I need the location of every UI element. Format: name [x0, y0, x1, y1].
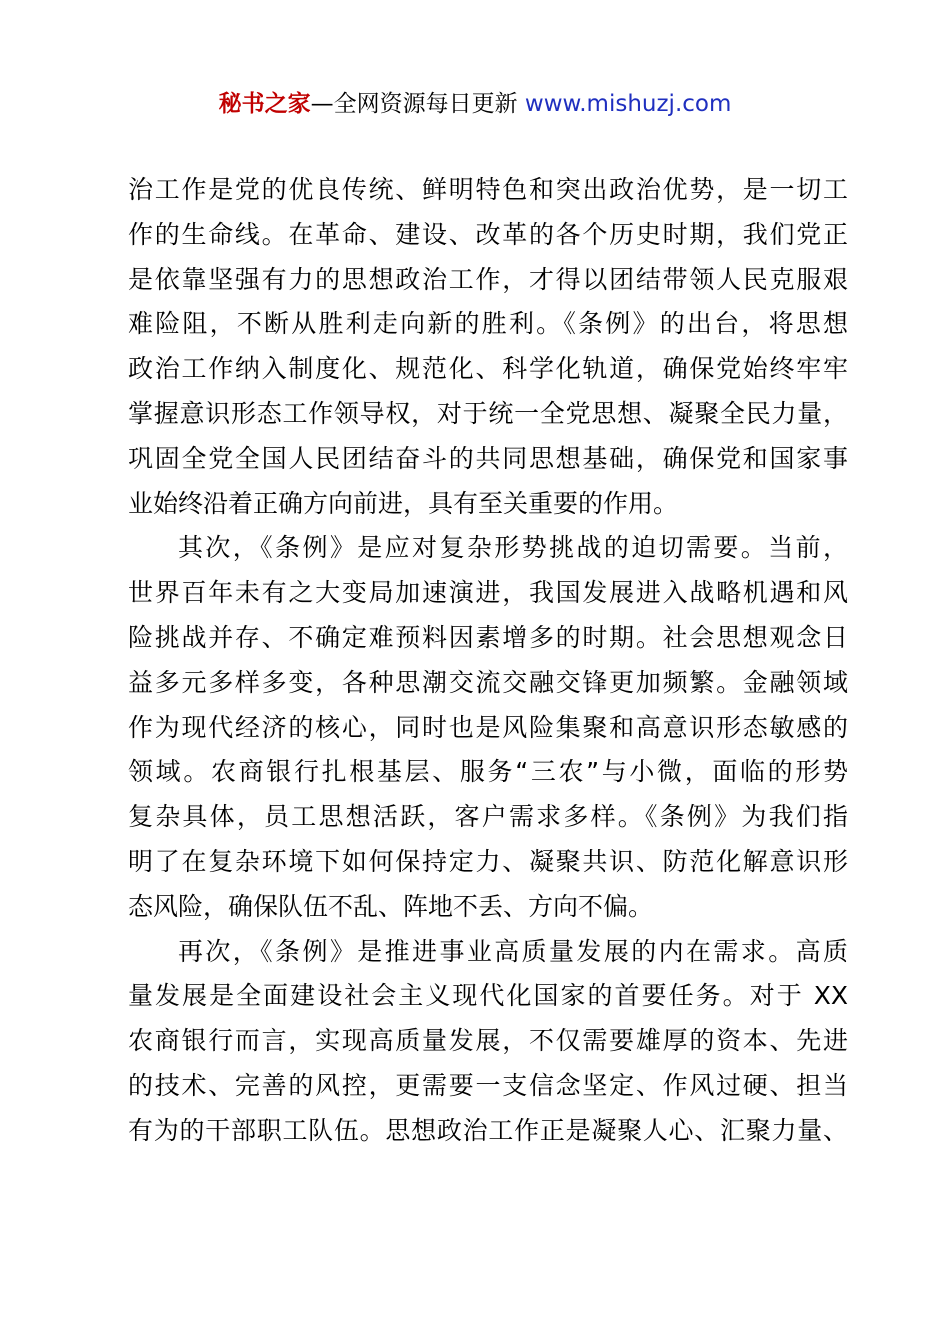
- text-line: 的技术、完善的风控，更需要一支信念坚定、作风过硬、担当: [128, 1070, 848, 1100]
- text-line: 世界百年未有之大变局加速演进，我国发展进入战略机遇和风: [128, 578, 848, 608]
- text-line: 明了在复杂环境下如何保持定力、凝聚共识、防范化解意识形: [128, 846, 848, 876]
- text-line: 农商银行而言，实现高质量发展，不仅需要雄厚的资本、先进: [128, 1026, 848, 1056]
- text-line: 政治工作纳入制度化、规范化、科学化轨道，确保党始终牢牢: [128, 354, 848, 384]
- site-header: [0, 86, 950, 122]
- text-line: 掌握意识形态工作领导权，对于统一全党思想、凝聚全民力量，: [128, 398, 848, 428]
- text-line: 作的生命线。在革命、建设、改革的各个历史时期，我们党正: [128, 219, 848, 249]
- text-line: 益多元多样多变，各种思潮交流交融交锋更加频繁。金融领域: [128, 667, 848, 697]
- text-line: 治工作是党的优良传统、鲜明特色和突出政治优势，是一切工: [128, 175, 848, 204]
- text-line: 难险阻，不断从胜利走向新的胜利。《条例》的出台，将思想: [128, 309, 848, 339]
- text-line: 作为现代经济的核心，同时也是风险集聚和高意识形态敏感的: [128, 712, 848, 742]
- site-tagline: —全网资源每日更新: [310, 91, 525, 117]
- text-line: 是依靠坚强有力的思想政治工作，才得以团结带领人民克服艰: [128, 264, 848, 294]
- text-line: 业始终沿着正确方向前进，具有至关重要的作用。: [128, 488, 679, 518]
- document-body: [128, 168, 848, 1154]
- site-url[interactable]: www.mishuzj.com: [524, 91, 732, 117]
- text-line: 量发展是全面建设社会主义现代化国家的首要任务。对于 XX: [128, 981, 848, 1011]
- text-line: 有为的干部职工队伍。思想政治工作正是凝聚人心、汇聚力量、: [128, 1115, 848, 1145]
- site-brand: 秘书之家: [218, 91, 311, 117]
- text-line: 领域。农商银行扎根基层、服务“三农”与小微，面临的形势: [128, 757, 848, 787]
- text-line: 态风险，确保队伍不乱、阵地不丢、方向不偏。: [128, 891, 654, 921]
- text-line: 复杂具体，员工思想活跃，客户需求多样。《条例》为我们指: [128, 802, 848, 832]
- text-line: 巩固全党全国人民团结奋斗的共同思想基础，确保党和国家事: [128, 443, 848, 473]
- text-line: 再次，《条例》是推进事业高质量发展的内在需求。高质: [178, 936, 848, 966]
- text-line: 险挑战并存、不确定难预料因素增多的时期。社会思想观念日: [128, 622, 848, 652]
- text-line: 其次，《条例》是应对复杂形势挑战的迫切需要。当前，: [178, 533, 848, 563]
